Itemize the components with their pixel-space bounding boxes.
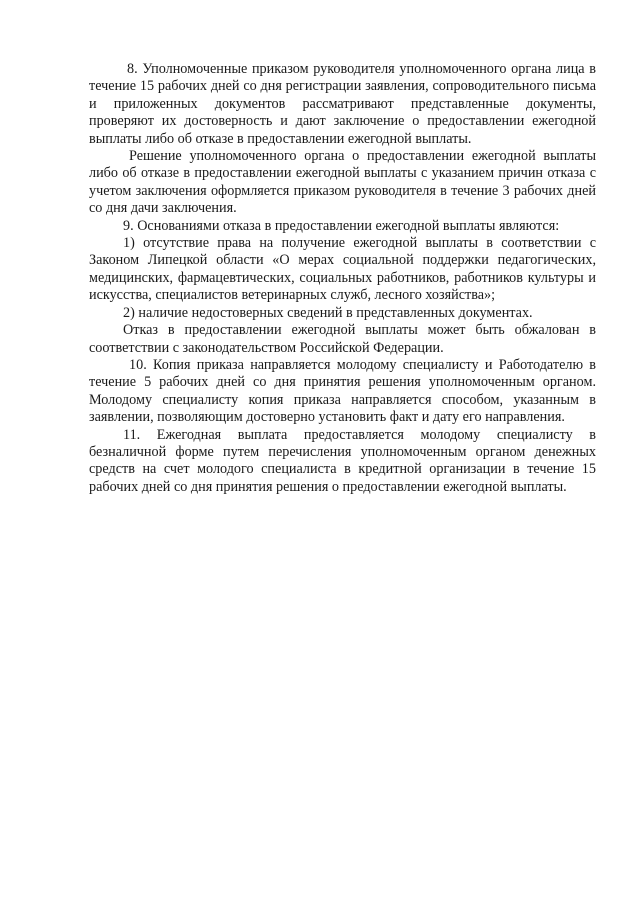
paragraph-item-11: 11. Ежегодная выплата предоставляется молодому специалисту в безналичной форме путем перечисления уполномоченным органом денежных средств на счет молодого специалиста в кредитной организации в течение 15 рабочих дней со дня принятия решения о предоставлении ежегодной выплаты.	[89, 426, 596, 495]
document-body	[89, 61, 596, 496]
paragraph-item-9: 9. Основаниями отказа в предоставлении ежегодной выплаты являются:	[123, 217, 560, 234]
paragraph-item-9-2: 2) наличие недостоверных сведений в представленных документах.	[123, 304, 533, 321]
paragraph-decision: Решение уполномоченного органа о предоставлении ежегодной выплаты либо об отказе в предоставлении ежегодной выплаты с указанием причин отказа с учетом заключения оформляется приказом руководителя в течение 3 рабочих дней со дня дачи заключения.	[89, 148, 596, 217]
paragraph-item-9-1: 1) отсутствие права на получение ежегодной выплаты в соответствии с Законом Липецкой области «О мерах социальной поддержки педагогических, медицинских, фармацевтических, социальных работников, работников культуры и искусства, специалистов ветеринарных служб, лесного хозяйства»;	[89, 235, 596, 304]
paragraph-item-8: 8. Уполномоченные приказом руководителя уполномоченного органа лица в течение 15 рабочих дней со дня регистрации заявления, сопроводительного письма и приложенных документов рассматривают представленные документы, проверяют их достоверность и дают заключение о предоставлении ежегодной выплаты либо об отказе в предоставлении ежегодной выплаты.	[89, 61, 596, 147]
paragraph-appeal: Отказ в предоставлении ежегодной выплаты может быть обжалован в соответствии с законодательством Российской Федерации.	[89, 322, 596, 356]
paragraph-item-10: 10. Копия приказа направляется молодому специалисту и Работодателю в течение 5 рабочих дней со дня принятия решения уполномоченным органом. Молодому специалисту копия приказа направляется способом, указанным в заявлении, позволяющим достоверно установить факт и дату его направления.	[89, 356, 596, 426]
